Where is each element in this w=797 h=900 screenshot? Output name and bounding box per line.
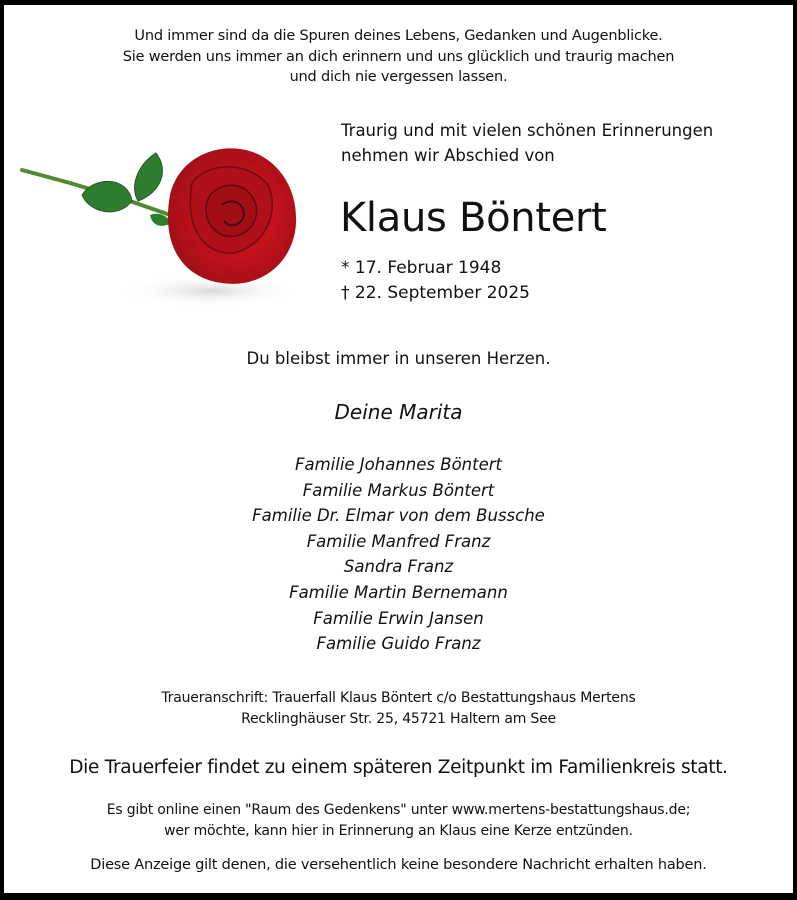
family-item: Familie Johannes Böntert xyxy=(294,455,502,474)
family-item: Familie Martin Bernemann xyxy=(289,582,508,602)
family-item: Familie Dr. Elmar von dem Bussche xyxy=(252,506,545,526)
address-line: Recklinghäuser Str. 25, 45721 Haltern am See xyxy=(241,711,556,727)
family-item: Familie Markus Böntert xyxy=(302,480,495,500)
birth-date: * 17. Februar 1948 xyxy=(341,258,502,278)
intro-verse xyxy=(4,26,793,88)
lead-line: nehmen wir Abschied von xyxy=(341,146,555,165)
online-line: Es gibt online einen "Raum des Gedenkens" unter www.mertens-bestattungshaus.de; xyxy=(106,802,691,818)
closing-line: Du bleibst immer in unseren Herzen. xyxy=(246,349,551,368)
rose-icon xyxy=(10,113,310,323)
life-dates xyxy=(341,256,530,306)
address-line: Traueranschrift: Trauerfall Klaus Böntert c/o Bestattungshaus Mertens xyxy=(161,690,636,706)
deceased-name: Klaus Böntert xyxy=(340,195,607,241)
family-list xyxy=(4,452,793,657)
death-date: † 22. September 2025 xyxy=(341,283,530,303)
signature: Deine Marita xyxy=(334,400,463,424)
lead-line: Traurig und mit vielen schönen Erinnerungen xyxy=(341,121,714,140)
family-item: Familie Guido Franz xyxy=(316,634,481,654)
intro-line: und dich nie vergessen lassen. xyxy=(289,69,508,85)
mourning-address xyxy=(4,688,793,730)
obituary-notice xyxy=(4,5,793,893)
online-line: wer möchte, kann hier in Erinnerung an Klaus eine Kerze entzünden. xyxy=(164,823,633,839)
online-memorial-note xyxy=(4,800,793,842)
intro-line: Und immer sind da die Spuren deines Lebens, Gedanken und Augenblicke. xyxy=(134,28,663,44)
lead-text xyxy=(341,118,713,168)
ceremony-note: Die Trauerfeier findet zu einem späteren Zeitpunkt im Familienkreis statt. xyxy=(69,757,728,778)
family-item: Familie Manfred Franz xyxy=(306,531,491,551)
intro-line: Sie werden uns immer an dich erinnern und uns glücklich und traurig machen xyxy=(122,48,675,65)
family-item: Sandra Franz xyxy=(343,557,454,577)
notice-line: Diese Anzeige gilt denen, die versehentlich keine besondere Nachricht erhalten haben. xyxy=(90,857,707,873)
family-item: Familie Erwin Jansen xyxy=(313,608,484,628)
